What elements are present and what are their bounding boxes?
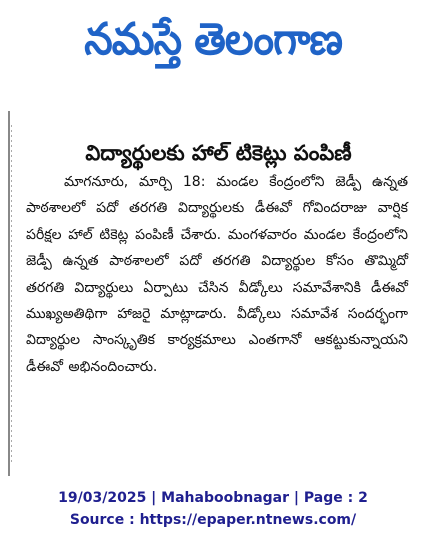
date-edition-page-line: 19/03/2025 | Mahaboobnagar | Page : 2: [58, 490, 368, 506]
newspaper-masthead-title: నమస్తే తెలంగాణ: [84, 14, 342, 65]
article-paragraph: మాగనూరు, మార్చి 18: మండల కేంద్రంలోని జెడ్పీ ఉన్నత పాఠశాలలో పదో తరగతి విద్యార్థులకు డీఈవో గోవిందరాజు వార్షిక పరీక్షల హాల్ టికెట్ల పంపిణీ చేశారు. మంగళవారం మండల కేంద్రంలోని జెడ్పీ ఉన్నత పాఠశాలలో పదో తరగతి విద్యార్థుల కోసం తొమ్మిదో తరగతి విద్యార్థులు ఏర్పాటు చేసిన వీడ్కోలు సమావేశానికి డీఈవో ముఖ్యఅతిథిగా హాజరై మాట్లాడారు. వీడ్కోలు సమావేశ సందర్భంగా విద్యార్థుల సాంస్కృతిక కార్యక్రమాలు ఎంతగానో ఆకట్టుకున్నాయని డీఈవో అభినందించారు.: [26, 174, 408, 375]
masthead: [0, 0, 426, 80]
article-headline: విద్యార్థులకు హాల్ టికెట్లు పంపిణీ: [85, 140, 352, 165]
source-url-line: Source : https://epaper.ntnews.com/: [69, 512, 357, 528]
clipping-dotted-rule: [11, 125, 12, 465]
clipping-source-footer: [0, 487, 426, 531]
article-body: [26, 169, 408, 380]
news-clipping: [8, 111, 412, 476]
clipping-left-border: [8, 111, 10, 476]
